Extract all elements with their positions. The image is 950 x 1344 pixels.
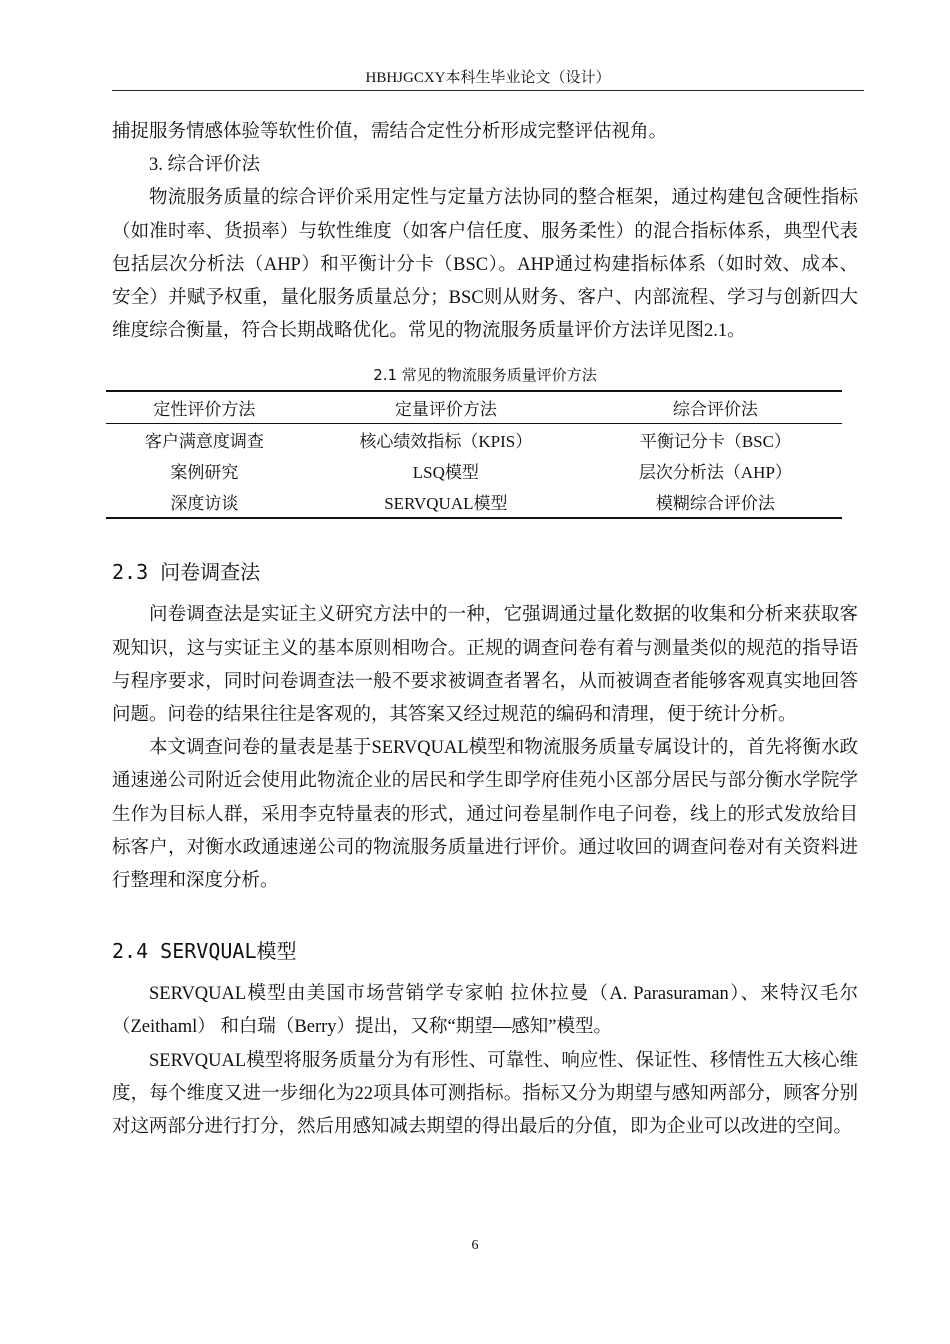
- evaluation-methods-table: [106, 390, 842, 519]
- table-row: [106, 486, 842, 518]
- table-cell: LSQ模型: [412, 463, 479, 483]
- table-caption: 2.1 常见的物流服务质量评价方法: [373, 366, 597, 385]
- table-header-cell: 综合评价法: [589, 391, 842, 424]
- paragraph: 问卷调查法是实证主义研究方法中的一种，它强调通过量化数据的收集和分析来获取客观知识，这与实证主义的基本原则相吻合。正规的调查问卷有着与测量类似的规范的指导语与程序要求，同时问卷调查法一般不要求被调查者署名，从而被调查者能够客观真实地回答问题。问卷的结果往往是客观的，其答案又经过规范的编码和清理，便于统计分析。: [112, 605, 858, 726]
- table-cell: 深度访谈: [106, 486, 303, 518]
- table-cell: 平衡记分卡（BSC）: [639, 432, 791, 452]
- section-heading-2-4: 2.4 SERVQUAL模型: [112, 939, 297, 964]
- list-item-heading: 3. 综合评价法: [149, 155, 261, 176]
- table-cell: SERVQUAL模型: [303, 486, 589, 518]
- page-body: [112, 116, 858, 1144]
- paragraph: SERVQUAL模型将服务质量分为有形性、可靠性、响应性、保证性、移情性五大核心维度，每个维度又进一步细化为22项具体可测指标。指标又分为期望与感知两部分，顾客分别对这两部分进行打分，然后用感知减去期望的得出最后的分值，即为企业可以改进的空间。: [112, 1050, 858, 1138]
- table-cell: 客户满意度调查: [144, 432, 264, 452]
- paragraph: SERVQUAL模型由美国市场营销学专家帕 拉休拉曼（A. Parasuraman）、来特汉毛尔（Zeithaml） 和白瑞（Berry）提出，又称“期望—感知”模型。: [112, 984, 858, 1038]
- page-number: 6: [471, 1238, 479, 1253]
- table-header-cell: 定量评价方法: [303, 391, 589, 424]
- table-header-cell: 定性评价方法: [106, 391, 303, 424]
- table-row: [106, 455, 842, 486]
- page-header: HBHJGCXY本科生毕业论文（设计）: [112, 66, 864, 91]
- paragraph: 本文调查问卷的量表是基于SERVQUAL模型和物流服务质量专属设计的，首先将衡水政通速递公司附近会使用此物流企业的居民和学生即学府佳苑小区部分居民与部分衡水学院学生作为目标人群，采用李克特量表的形式，通过问卷星制作电子问卷，线上的形式发放给目标客户，对衡水政通速递公司的物流服务质量进行评价。通过收回的调查问卷对有关资料进行整理和深度分析。: [112, 738, 858, 892]
- table-cell: 案例研究: [170, 463, 239, 483]
- table-cell: 模糊综合评价法: [589, 486, 842, 518]
- section-heading-2-3: 2.3 问卷调查法: [112, 560, 261, 585]
- paragraph: 捕捉服务情感体验等软性价值，需结合定性分析形成完整评估视角。: [112, 122, 668, 142]
- table-cell: 层次分析法（AHP）: [638, 463, 792, 483]
- table-row: [106, 424, 842, 456]
- table-cell: 核心绩效指标（KPIS）: [359, 432, 533, 452]
- paragraph: 物流服务质量的综合评价采用定性与定量方法协同的整合框架，通过构建包含硬性指标（如准时率、货损率）与软性维度（如客户信任度、服务柔性）的混合指标体系，典型代表包括层次分析法（AHP）和平衡计分卡（BSC）。AHP通过构建指标体系（如时效、成本、安全）并赋予权重，量化服务质量总分；BSC则从财务、客户、内部流程、学习与创新四大维度综合衡量，符合长期战略优化。常见的物流服务质量评价方法详见图2.1。: [112, 188, 858, 342]
- table-header-row: [106, 391, 842, 424]
